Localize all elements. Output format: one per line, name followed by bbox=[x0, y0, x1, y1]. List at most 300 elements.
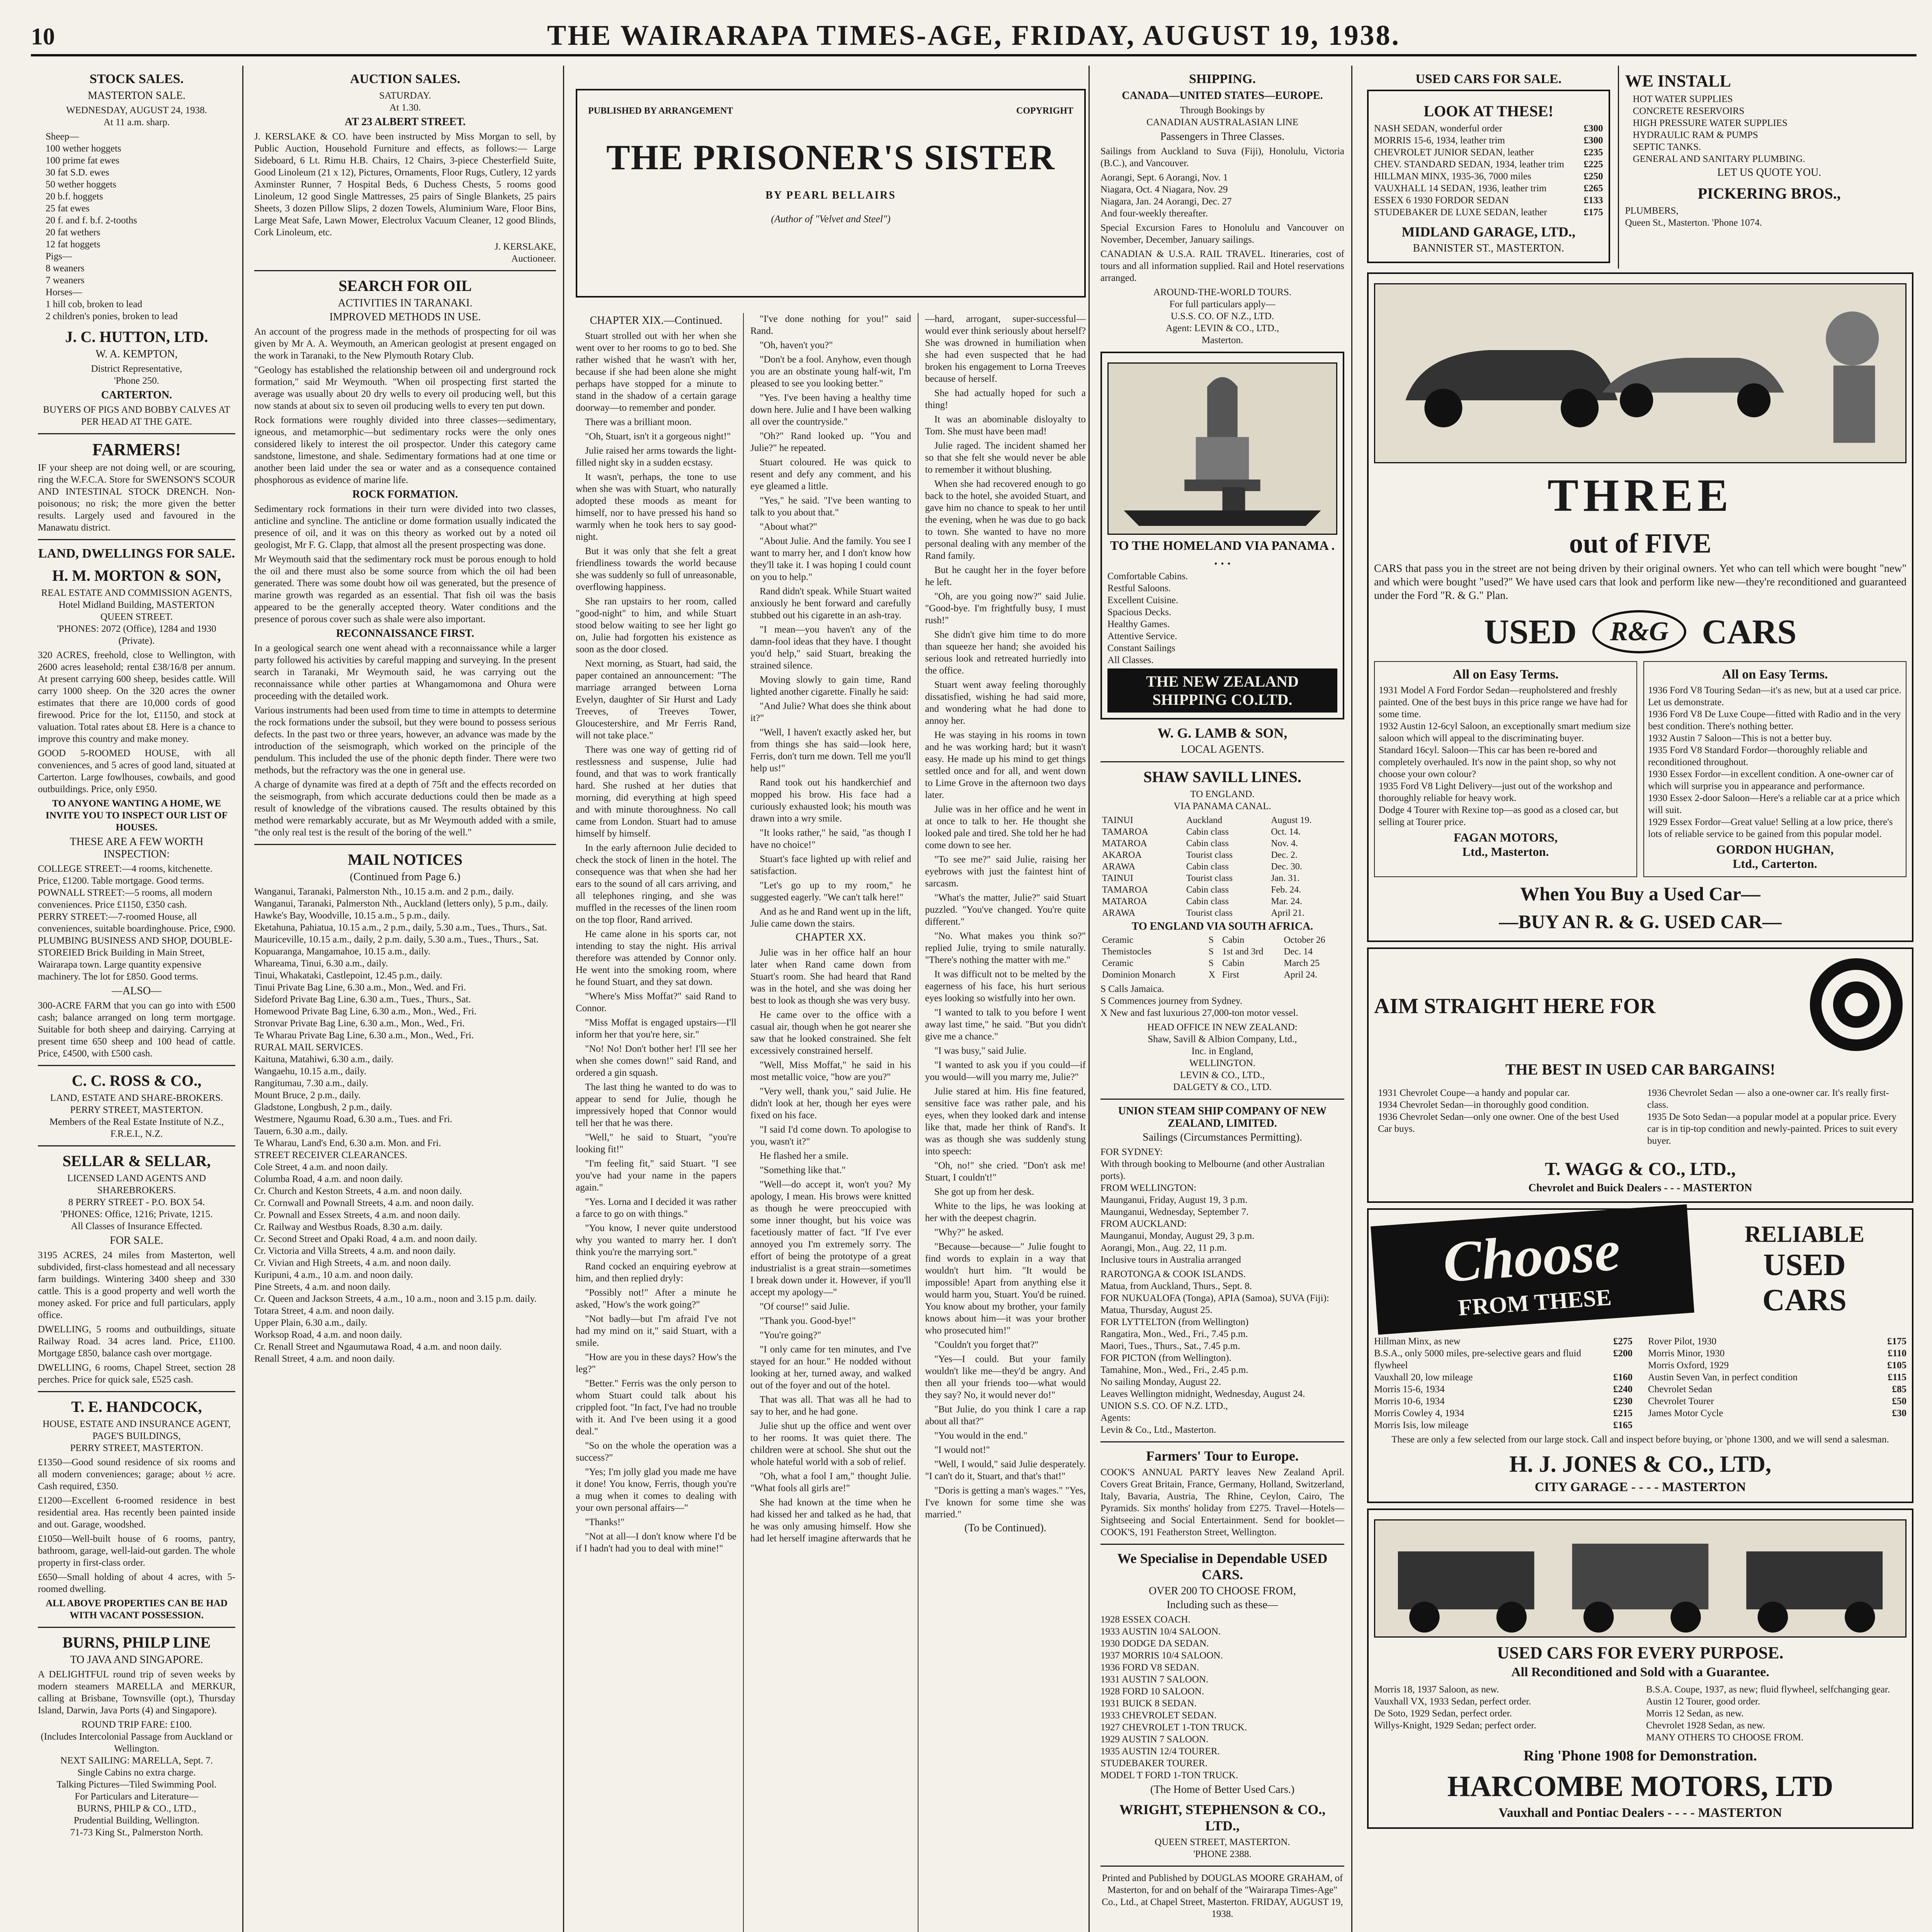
price-item-value: £165 bbox=[1613, 1420, 1633, 1430]
table-cell: Nov. 4. bbox=[1271, 838, 1298, 849]
carterton: CARTERTON. bbox=[101, 389, 172, 401]
story-paragraph: "But Julie, do you think I care a rap about all that?" bbox=[925, 1404, 1086, 1427]
burns-text: A DELIGHTFUL round trip of seven weeks by modern steamers MARELLA and MERKUR, calling at Brisbane, Townsville (opt.), Thursday Island, Darwin, Java Ports (4) and Singapore). bbox=[38, 1669, 235, 1716]
story-paragraph: "Doris is getting a man's wages." "Yes, I've known for some time she was married." bbox=[925, 1485, 1086, 1520]
oil-paragraph: Mr Weymouth said that the sedimentary rock must be porous enough to hold the oil and there must also be some source from which the oil had been generated. There was some doubt how oil was generated, but the presence of marine growth was regarded as an essential. That fish oil was the basis appeared to be the generally accepted theory. Water conditions and the presence of porous cover such as shale were also important. bbox=[254, 554, 556, 624]
table-cell: X bbox=[1208, 970, 1215, 980]
fagan-ad bbox=[1374, 661, 1637, 877]
rg-cars-ad bbox=[1367, 272, 1913, 942]
story-paragraph: "Of course!" said Julie. bbox=[760, 1301, 850, 1312]
masthead bbox=[31, 12, 1917, 56]
price-item-value: £265 bbox=[1583, 183, 1603, 194]
burns-fare: ROUND TRIP FARE: £100. (Includes Intercolonial Passage from Auckland or Wellington. NEXT SAILING: MARELLA, Sept. 7. Single Cabins no extra charge. Talking Pictures—Tiled Swimming Pool. For Particulars and Literature— BURNS, PHILP & CO., LTD., Prudential Building, Wellington. 71-73 King St., Palmerston North. bbox=[41, 1719, 233, 1838]
table-cell: TAMAROA bbox=[1102, 885, 1148, 895]
story-paragraph: Julie was in her office and he went in at once to talk to her. He thought she looked pale and tired. She told her he had come down to see her. bbox=[925, 804, 1086, 850]
cars-illustration bbox=[1374, 283, 1906, 463]
table-cell: TAINUI bbox=[1102, 815, 1133, 825]
price-item-label: Morris 10-6, 1934 bbox=[1374, 1396, 1445, 1406]
harcombe-left: Morris 18, 1937 Saloon, as new. Vauxhall VX, 1933 Sedan, perfect order. De Soto, 1929 Sedan, perfect order. Willys-Knight, 1929 Sedan; perfect order. bbox=[1374, 1684, 1536, 1731]
table-cell: ARAWA bbox=[1102, 908, 1136, 918]
price-item-value: £105 bbox=[1887, 1360, 1906, 1371]
story-paragraph: Julie shut up the office and went over to her rooms. It was quiet there. The children were at school. She shut out the whole hateful world with a sob of relief. bbox=[750, 1421, 911, 1467]
table-cell: Cabin bbox=[1222, 935, 1245, 945]
table-cell: Feb. 24. bbox=[1271, 885, 1301, 895]
harcombe-ad bbox=[1367, 1509, 1913, 1829]
table-cell: 1st and 3rd bbox=[1222, 947, 1264, 957]
story-paragraph: "You would in the end." bbox=[934, 1430, 1027, 1441]
table-cell: Tourist class bbox=[1186, 908, 1233, 918]
ross-heading: C. C. ROSS & CO., bbox=[71, 1072, 202, 1089]
price-item-label: Austin Seven Van, in perfect condition bbox=[1648, 1372, 1798, 1383]
union-heading: UNION STEAM SHIP COMPANY OF NEW ZEALAND, LIMITED. bbox=[1118, 1105, 1327, 1129]
price-item-label: Vauxhall 20, low mileage bbox=[1374, 1372, 1473, 1383]
story-paragraph: That was all. That was all he had to say to her, and he had gone. bbox=[750, 1395, 911, 1417]
house-1350: £1350—Good sound residence of six rooms and all modern conveniences; garage; about ½ acre. Cash required, £350. bbox=[38, 1457, 235, 1492]
story-paragraph: "I wanted to ask you if you could—if you would—will you marry me, Julie?" bbox=[925, 1060, 1086, 1082]
sydney-sailings: FOR SYDNEY: With through booking to Melbourne (and other Australian ports). FROM WELLINGTON: Maunganui, Friday, August 19, 3 p.m. Maunganui, Wednesday, September 7. FROM AUCKLAND: Maunganui, Monday, August 29, 3 p.m. Aorangi, Mon., Aug. 22, 11 p.m. Inclusive tours in Australia arranged bbox=[1100, 1147, 1325, 1265]
burns-heading: BURNS, PHILP LINE bbox=[62, 1634, 211, 1651]
rail-travel: CANADIAN & U.S.A. RAIL TRAVEL. Itineraries, cost of tours and all information supplied. Rail and Hotel reservations arranged. bbox=[1100, 249, 1344, 283]
dwelling-b: DWELLING, 6 rooms, Chapel Street, section 28 perches. Price for quick sale, £525 cash. bbox=[38, 1362, 235, 1385]
used-cars-sale-heading: USED CARS FOR SALE. bbox=[1415, 72, 1562, 86]
story-paragraph: Rand took out his handkerchief and mopped his brow. His face had a curiously exhausted look; his mouth was drawn into a wry smile. bbox=[750, 777, 911, 824]
story-paragraph: He flashed her a smile. bbox=[760, 1151, 849, 1161]
wanting-home: TO ANYONE WANTING A HOME, WE INVITE YOU TO INSPECT OUR LIST OF HOUSES. bbox=[46, 798, 228, 833]
price-item-value: £110 bbox=[1888, 1348, 1906, 1359]
house-1050: £1050—Well-built house of 6 rooms, pantry, bathroom, garage, well-laid-out garden. The whole property in first-class order. bbox=[38, 1534, 235, 1568]
story-paragraph: "I would not!" bbox=[934, 1445, 990, 1455]
morton-heading: H. M. MORTON & SON, bbox=[52, 567, 221, 584]
serial-title-box bbox=[576, 89, 1086, 298]
story-paragraph: There was a brilliant moon. bbox=[585, 417, 692, 427]
column-stock-land bbox=[31, 66, 243, 1932]
story-paragraph: "No! No! Don't bother her! I'll see her when she comes down!" said Rand, and ordered a gin squash. bbox=[576, 1044, 736, 1078]
story-paragraph: "I've done nothing for you!" said Rand. bbox=[750, 314, 911, 336]
reconditioned: All Reconditioned and Sold with a Guarantee. bbox=[1511, 1665, 1769, 1679]
story-paragraph: She didn't give him time to do more than squeeze her hand; she avoided his serious look and retreated hurriedly into the office. bbox=[925, 629, 1086, 676]
story-paragraph: Rand didn't speak. While Stuart waited anxiously he bent forward and carefully stubbed out his cigarette in an ash-tray. bbox=[750, 586, 911, 621]
price-item-label: Morris 15-6, 1934 bbox=[1374, 1384, 1445, 1395]
cars-word: CARS bbox=[1702, 612, 1797, 651]
install-list: HOT WATER SUPPLIES CONCRETE RESERVOIRS HIGH PRESSURE WATER SUPPLIES HYDRAULIC RAM & PUMPS SEPTIC TANKS. GENERAL AND SANITARY PLUMBING. bbox=[1633, 94, 1805, 164]
ship-illustration bbox=[1107, 362, 1337, 535]
lamb-heading: W. G. LAMB & SON, bbox=[1157, 725, 1287, 741]
price-item-label: ESSEX 6 1930 FORDOR SEDAN bbox=[1374, 195, 1509, 206]
table-cell: Tourist class bbox=[1186, 873, 1233, 883]
dwelling-a: DWELLING, 5 rooms and outbuildings, situate Railway Road. 34 acres land. Price, £1100. Mortgage £850, balance cash over mortgage. bbox=[38, 1324, 235, 1359]
we-install: WE INSTALL bbox=[1625, 71, 1731, 90]
hughan-heading: GORDON HUGHAN, Ltd., Carterton. bbox=[1716, 842, 1834, 871]
price-item-value: £85 bbox=[1892, 1384, 1906, 1395]
story-paragraph: "Well, Miss Moffat," he said in his most metallic voice, "how are you?" bbox=[750, 1060, 911, 1082]
story-paragraph: "So on the whole the operation was a success?" bbox=[576, 1440, 736, 1463]
out-of-five: out of FIVE bbox=[1569, 528, 1711, 559]
price-item-label: Rover Pilot, 1930 bbox=[1648, 1336, 1717, 1347]
table-cell: S bbox=[1208, 958, 1214, 968]
table-cell: TAINUI bbox=[1102, 873, 1133, 883]
table-row bbox=[1100, 861, 1344, 872]
price-item-value: £115 bbox=[1888, 1372, 1906, 1383]
every-purpose: USED CARS FOR EVERY PURPOSE. bbox=[1497, 1643, 1784, 1662]
price-item bbox=[1374, 1335, 1633, 1347]
ross-sub: LAND, ESTATE AND SHARE-BROKERS. PERRY STREET, MASTERTON. Members of the Real Estate Institute of N.Z., F.R.E.I., N.Z. bbox=[49, 1093, 224, 1139]
table-cell: March 25 bbox=[1284, 958, 1320, 968]
table-cell: Jan. 31. bbox=[1271, 873, 1300, 883]
to-be-continued: (To be Continued). bbox=[964, 1522, 1046, 1534]
table-cell: Cabin class bbox=[1186, 827, 1229, 837]
oil-heading: SEARCH FOR OIL bbox=[338, 277, 472, 294]
table-row bbox=[1100, 826, 1344, 838]
oil-paragraph: Sedimentary rock formations in their turn were divided into two classes, anticline and syncline. The anticline or dome formation usually indicated the presence of oil, and it was on this theory as worked out by a noted oil geologist, Mr F. G. Clapp, that almost all the present prospecting was done. bbox=[254, 504, 556, 550]
rock-formation-heading: ROCK FORMATION. bbox=[352, 488, 458, 500]
pickering-sub: PLUMBERS, Queen St., Masterton. 'Phone 1074. bbox=[1625, 206, 1762, 228]
story-paragraph: She had actually hoped for such a thing! bbox=[925, 388, 1086, 410]
union-sub: Sailings (Circumstances Permitting). bbox=[1143, 1131, 1302, 1143]
homeland-list: Comfortable Cabins. Restful Saloons. Excellent Cuisine. Spacious Decks. Healthy Games. Attentive Service. Constant Sailings All Classes. bbox=[1107, 571, 1188, 665]
land-dwellings-heading: LAND, DWELLINGS FOR SALE. bbox=[38, 546, 235, 561]
rg-logo: R&G bbox=[1592, 610, 1687, 653]
table-cell: Ceramic bbox=[1102, 935, 1134, 945]
story-paragraph: "You know, I never quite understood why you wanted to marry her. I don't think you're the marrying sort." bbox=[576, 1223, 736, 1257]
best-bargains: THE BEST IN USED CAR BARGAINS! bbox=[1505, 1061, 1776, 1078]
stock-list: Sheep— 100 wether hoggets 100 prime fat ewes 30 fat S.D. ewes 50 wether hoggets 20 b.f. hoggets 25 fat ewes 20 f. and f. b.f. 2-tooths 20 fat wethers 12 fat hoggets Pigs— 8 weaners 7 weaners Horses— 1 hill cob, broken to lead 2 children's ponies, broken to lead bbox=[46, 131, 178, 321]
price-item bbox=[1374, 170, 1603, 182]
price-item-label: CHEVROLET JUNIOR SEDAN, leather bbox=[1374, 147, 1534, 158]
mail-notices-heading: MAIL NOTICES bbox=[348, 851, 463, 868]
when-you-buy: When You Buy a Used Car— bbox=[1520, 883, 1760, 905]
harcombe-right: B.S.A. Coupe, 1937, as new; fluid flywheel, selfchanging gear. Austin 12 Tourer, good order. Morris 12 Sedan, as new. Chevrolet 1928 Sedan, as new. MANY OTHERS TO CHOOSE FROM. bbox=[1646, 1684, 1890, 1743]
table-cell: Dec. 14 bbox=[1284, 947, 1313, 957]
table-cell: Cabin class bbox=[1186, 885, 1229, 895]
table-cell: First bbox=[1222, 970, 1239, 980]
table-cell: Cabin class bbox=[1186, 896, 1229, 906]
hughan-ad bbox=[1643, 661, 1906, 877]
price-item-value: £250 bbox=[1583, 171, 1603, 182]
shaw-savill-heading: SHAW SAVILL LINES. bbox=[1143, 768, 1301, 786]
price-item-value: £300 bbox=[1583, 135, 1603, 146]
oil-paragraph: Rock formations were roughly divided into three classes—sedimentary, igneous, and metamorphic—but sedimentary rocks were the only ones considered likely to interest the oil prospector. Under this category came sandstone, limestone, and shale. Sedimentary formations had at one time or another been laid under the sea or water and as a consequence contained phosphorous as evidence of marine life. bbox=[254, 415, 556, 485]
table-cell: Cabin class bbox=[1186, 838, 1229, 849]
price-item bbox=[1648, 1371, 1906, 1383]
story-paragraph: "Well," he said to Stuart, "you're looking fit!" bbox=[576, 1132, 736, 1155]
reliable: RELIABLE bbox=[1744, 1221, 1865, 1247]
table-row bbox=[1100, 838, 1344, 849]
story-paragraph: Moving slowly to gain time, Rand lighted another cigarette. Finally he said: bbox=[750, 675, 911, 697]
fagan-list: 1931 Model A Ford Fordor Sedan—reupholstered and freshly painted. One of the best buys in this price range we have had for some time. 1932 Austin 12-6cyl Saloon, an exceptionally smart medium size saloon which will appeal to the discriminating buyer. Standard 16cyl. Saloon—This car has been re-bored and completely overhauled. It's now in the paint shop, so why not choose your own colour? 1935 Ford V8 Light Delivery—just out of the workshop and thoroughly reliable for heavy work. Dodge 4 Tourer with Rexine top—as good as a closed car, but selling at Tourer price. bbox=[1379, 685, 1631, 827]
price-item bbox=[1374, 194, 1603, 206]
imprint: Printed and Published by DOUGLAS MOORE GRAHAM, of Masterton, for and on behalf of the "Wairarapa Times-Age" Co., Ltd., at Chapel Street, Masterton. FRIDAY, AUGUST 19, 1938. bbox=[1102, 1873, 1343, 1919]
price-item-value: £175 bbox=[1887, 1336, 1906, 1347]
kempton: W. A. KEMPTON, bbox=[95, 348, 178, 360]
harcombe-sub: Vauxhall and Pontiac Dealers - - - - MASTERTON bbox=[1498, 1806, 1782, 1820]
story-paragraph: He was staying in his rooms in town and he was working hard; but it wasn't easy. He made up his mind to get things settled once and for all, and went down to Lime Grove in the afternoon two days later. bbox=[925, 730, 1086, 800]
dependable-heading: We Specialise in Dependable USED CARS. bbox=[1117, 1551, 1328, 1582]
story-paragraph: "I only came for ten minutes, and I've stayed for an hour." He nodded without looking at her, turned away, and walked out of the foyer and out of the hotel. bbox=[750, 1344, 911, 1391]
story-paragraph: Julie was in her office half an hour later when Rand came down from Stuart's room. She had heard that Rand was in the hotel, and she was doing her best to look as though she was very busy. bbox=[750, 947, 911, 1006]
table-cell: Cabin class bbox=[1186, 862, 1229, 872]
story-paragraph: "Possibly not!" After a minute he asked, "How's the work going?" bbox=[576, 1287, 736, 1310]
table-row bbox=[1100, 907, 1344, 919]
vacant-possession: ALL ABOVE PROPERTIES CAN BE HAD WITH VACANT POSSESSION. bbox=[46, 1598, 228, 1621]
buyers-notice: BUYERS OF PIGS AND BOBBY CALVES AT PER HEAD AT THE GATE. bbox=[43, 405, 230, 427]
price-item bbox=[1374, 1407, 1633, 1419]
story-paragraph: Stuart strolled out with her when she went over to her rooms to go to bed. She rather wished that he wasn't with her, because if she had been alone she might perhaps have stopped for a minute to stand in the shadow of a certain garage doorway—to remember and ponder. bbox=[576, 331, 736, 413]
column-shipping bbox=[1094, 66, 1352, 1932]
table-cell: August 19. bbox=[1271, 815, 1312, 825]
table-cell: MATAROA bbox=[1102, 838, 1147, 849]
wagg-right: 1936 Chevrolet Sedan — also a one-owner car. It's really first-class. 1935 De Soto Sedan—a popular model at a popular price. Every car is in tip-top condition and newly-painted. Prices to suit every buyer. bbox=[1647, 1088, 1898, 1146]
sellar-sub: LICENSED LAND AGENTS AND SHAREBROKERS. 8 PERRY STREET - P.O. BOX 54. 'PHONES: Office, 1216; Private, 1215. All Classes of Insurance Effected. bbox=[60, 1173, 213, 1231]
used-label: USED bbox=[1763, 1248, 1846, 1282]
price-item-value: £230 bbox=[1613, 1396, 1633, 1406]
farmers-tour-heading: Farmers' Tour to Europe. bbox=[1146, 1448, 1299, 1464]
price-item-label: VAUXHALL 14 SEDAN, 1936, leather trim bbox=[1374, 183, 1547, 194]
price-item bbox=[1374, 1419, 1633, 1431]
table-row bbox=[1100, 849, 1344, 861]
ring-phone: Ring 'Phone 1908 for Demonstration. bbox=[1523, 1748, 1757, 1764]
price-item-label: Morris Cowley 4, 1934 bbox=[1374, 1408, 1464, 1418]
column-auction-oil-mail bbox=[247, 66, 564, 1932]
story-paragraph: "Better." Ferris was the only person to whom Stuart could talk about his crippled foot. "In fact, I've had no trouble with it. And I've been using it a good deal." bbox=[576, 1378, 736, 1437]
kerslake-text: J. KERSLAKE & CO. have been instructed by Miss Morgan to sell, by Public Auction, Household Furniture and effects, as follows:— Large Sideboard, 6 Lt. Rimu H.B. Chairs, 12 Chairs, 3-piece Chesterfield Suite, Good Linoleum (21 x 12), Pictures, Ornaments, Floor Rugs, Cutlery, 12 yards Axminster Runner, 7 Hospital Beds, 6 Duchess Chests, 5 rooms good Linoleum, 12 good Single Mattresses, 25 pairs of Single Blankets, 25 pairs Sheets, 3 dozen Pillow Slips, 2 dozen Towels, Aluminium Ware, Floor Bins, Large Meat Safe, Lawn Mower, Electrolux Vacuum Cleaner, 12 good Blinds, Cork Linoleum, etc. bbox=[254, 131, 556, 238]
lamb-sub: LOCAL AGENTS. bbox=[1180, 743, 1264, 755]
worth-inspection: THESE ARE A FEW WORTH INSPECTION: bbox=[70, 836, 204, 860]
house-1200: £1200—Excellent 6-roomed residence in best residential area. Has recently been painted inside and out. Garage, woodshed. bbox=[38, 1495, 235, 1530]
table-cell: S bbox=[1208, 935, 1214, 945]
target-icon bbox=[1806, 954, 1906, 1055]
oil-paragraph: A charge of dynamite was fired at a depth of 75ft and the effects recorded on the seismograph, from which accurate deductions could then be made as a result of knowledge of the vibrations caused. The results obtained by this method were remarkably accurate, but as Mr Weymouth added with a smile, "the only real test is the result of the boring of the well." bbox=[254, 779, 556, 838]
story-paragraph: And as he and Rand went up in the lift, Julie came down the stairs. bbox=[750, 906, 911, 929]
table-row bbox=[1100, 934, 1344, 946]
oil-paragraph: In a geological search one went ahead with a reconnaissance while a larger party followed his activities by careful mapping and surveying. In the present search in Taranaki, Mr Weymouth said, he was carrying out the reconnaissance while other parties at Whangamomona and Ohura were proceeding with the detailed work. bbox=[254, 643, 556, 701]
price-item-label: MORRIS 15-6, 1934, leather trim bbox=[1374, 135, 1505, 146]
story-paragraph: "To see me?" said Julie, raising her eyebrows with just the faintest hint of sarcasm. bbox=[925, 854, 1086, 889]
price-item-value: £235 bbox=[1583, 147, 1603, 158]
story-paragraph: It wasn't, perhaps, the tone to use when she was with Stuart, who naturally adopted these moods as meant for himself, nor to have pressed his hand so warmly when he took hers to say good-night. bbox=[576, 472, 736, 542]
price-item bbox=[1374, 1383, 1633, 1395]
story-paragraph: "Thank you. Good-bye!" bbox=[760, 1316, 856, 1326]
story-paragraph: "Well, I haven't exactly asked her, but from things she has said—look here, Ferris, don't turn me down. Tell me you'll help us!" bbox=[750, 727, 911, 774]
sellar-heading: SELLAR & SELLAR, bbox=[62, 1152, 211, 1170]
price-item-value: £300 bbox=[1583, 123, 1603, 134]
over-200: OVER 200 TO CHOOSE FROM, bbox=[1149, 1585, 1296, 1597]
story-paragraph: "Why?" he asked. bbox=[934, 1227, 1004, 1238]
chapter-heading: CHAPTER XIX.—Continued. bbox=[590, 315, 723, 327]
story-paragraph: "Not at all—I don't know where I'd be if I hadn't had you to deal with mine!" bbox=[576, 1531, 736, 1554]
newspaper-title: THE WAIRARAPA TIMES-AGE, FRIDAY, AUGUST 19, 1938. bbox=[547, 20, 1401, 51]
story-paragraph: "Well—do accept it, won't you? My apology, I mean. His brows were knitted as though he were preoccupied with some inner thought, but his voice was facetiously matter of fact. "If I've ever annoyed you I'm extremely sorry. The effort of being the prototype of a great industrialist is a great strain—sometimes I break down under it. However, if you'll accept my apology—" bbox=[750, 1179, 911, 1298]
story-paragraph: "And Julie? What does she think about it?" bbox=[750, 701, 911, 723]
sailings-table: Aorangi, Sept. 6 Aorangi, Nov. 1 Niagara, Oct. 4 Niagara, Nov. 29 Niagara, Jan. 24 Aorangi, Dec. 27 And four-weekly thereafter. bbox=[1100, 172, 1232, 219]
pickering-heading: PICKERING BROS., bbox=[1697, 185, 1841, 202]
story-paragraph: "Yes. Lorna and I decided it was rather a farce to go on with things." bbox=[576, 1197, 736, 1219]
morton-agents: REAL ESTATE AND COMMISSION AGENTS, Hotel Midland Building, MASTERTON QUEEN STREET. 'PHONES: 2072 (Office), 1284 and 1930 (Private). bbox=[41, 588, 232, 646]
auction-time: SATURDAY. At 1.30. bbox=[379, 90, 431, 113]
price-item bbox=[1648, 1383, 1906, 1395]
table-cell: Tourist class bbox=[1186, 850, 1233, 860]
story-paragraph: "Yes. I've been having a healthy time down here. Julie and I have been walking all over the countryside." bbox=[750, 393, 911, 427]
fagan-heading: FAGAN MOTORS, Ltd., Masterton. bbox=[1453, 830, 1558, 859]
story-paragraph: Stuart went away feeling thoroughly dissatisfied, wishing he had said more, and wondering what he had done to annoy her. bbox=[925, 680, 1086, 726]
story-paragraph: "Oh, are you going now?" said Julie. "Good-bye. I'm frightfully busy, I must rush!" bbox=[925, 591, 1086, 626]
story-paragraph: "How are you in these days? How's the leg?" bbox=[576, 1352, 736, 1374]
table-row bbox=[1100, 969, 1344, 981]
story-paragraph: "Yes—I could. But your family wouldn't like me—they'd be angry. And then all your friends too—what would they say? No, it would never do!" bbox=[925, 1354, 1086, 1400]
burns-sub: TO JAVA AND SINGAPORE. bbox=[70, 1654, 203, 1666]
midland-ad bbox=[1367, 66, 1610, 269]
three-text: CARS that pass you in the street are not being driven by their original owners. Yet who can tell which were bought "new" and which were bought "used?" We have used cars that look and perform like new—they're reconditioned and guaranteed under the Ford "R. & G." Plan. bbox=[1374, 563, 1906, 602]
hutton-heading: J. C. HUTTON, LTD. bbox=[65, 328, 208, 345]
story-paragraph: "Don't be a fool. Anyhow, even though you are an obstinate young half-wit, I'm pleased to see you looking better." bbox=[750, 354, 911, 389]
price-item-label: Chevrolet Tourer bbox=[1648, 1396, 1714, 1406]
story-paragraph: "Something like that." bbox=[760, 1165, 846, 1175]
midland-sub: BANNISTER ST., MASTERTON. bbox=[1413, 242, 1565, 254]
table-row bbox=[1100, 896, 1344, 907]
price-item bbox=[1374, 206, 1603, 218]
story-paragraph: "What's the matter, Julie?" said Stuart puzzled. "You've changed. You're quite different." bbox=[925, 893, 1086, 927]
table-cell: Dec. 2. bbox=[1271, 850, 1298, 860]
table-cell: Cabin bbox=[1222, 958, 1245, 968]
price-item bbox=[1374, 146, 1603, 158]
oil-sub: ACTIVITIES IN TARANAKI. bbox=[338, 297, 473, 309]
wagg-ad bbox=[1367, 947, 1913, 1203]
acres-3195: 3195 ACRES, 24 miles from Masterton, well subdivided, first-class homestead and all necessary farm buildings. Wintering 3400 sheep and 330 cattle. This is a good property and well worth the money asked. For price and full particulars, apply office. bbox=[38, 1250, 235, 1320]
wright-sub: QUEEN STREET, MASTERTON. 'PHONE 2388. bbox=[1155, 1837, 1290, 1859]
hughan-list: 1936 Ford V8 Touring Sedan—it's as new, but at a used car price. Let us demonstrate. 1936 Ford V8 De Luxe Coupe—fitted with Radio and in the very best condition. There's nothing better. 1932 Austin 7 Saloon—This is not a better buy. 1935 Ford V8 Standard Fordor—thoroughly reliable and reconditioned throughout. 1930 Essex Fordor—in excellent condition. A one-owner car of which will surprise you in appearance and performance. 1930 Essex 2-door Saloon—Here's a reliable car at a price which will suit. 1929 Essex Fordor—Great value! Selling at a low price, there's lots of reliable service to be gained from this popular model. bbox=[1648, 685, 1901, 839]
story-paragraph: But he caught her in the foyer before he left. bbox=[925, 565, 1086, 587]
price-item-value: £30 bbox=[1892, 1408, 1906, 1418]
price-item-label: Chevrolet Sedan bbox=[1648, 1384, 1712, 1395]
price-item bbox=[1648, 1347, 1906, 1359]
page-number: 10 bbox=[31, 24, 55, 50]
auction-heading: AUCTION SALES. bbox=[350, 72, 461, 86]
jones-heading: H. J. JONES & CO., LTD, bbox=[1509, 1451, 1771, 1477]
price-item bbox=[1374, 1395, 1633, 1407]
nzsc-banner: THE NEW ZEALAND SHIPPING CO.LTD. bbox=[1107, 668, 1337, 713]
used-word: USED bbox=[1484, 612, 1577, 651]
price-item-value: £50 bbox=[1892, 1396, 1906, 1406]
story-paragraph: "No. What makes you think so?" replied Julie, trying to smile naturally. "There's nothing the matter with me." bbox=[925, 931, 1086, 965]
table-cell: MATAROA bbox=[1102, 896, 1147, 906]
price-item-label: Hillman Minx, as new bbox=[1374, 1336, 1461, 1347]
serial-byline: BY PEARL BELLAIRS bbox=[765, 189, 896, 201]
wagg-heading: T. WAGG & CO., LTD., bbox=[1545, 1159, 1736, 1179]
masterton-sale: MASTERTON SALE. bbox=[88, 90, 185, 102]
handcock-heading: T. E. HANDCOCK, bbox=[71, 1398, 202, 1415]
houses-list: COLLEGE STREET:—4 rooms, kitchenette. Price, £1200. Table mortgage. Good terms. POWNALL STREET:—5 rooms, all modern conveniences. Price £1150, £350 cash. PERRY STREET:—7-roomed House, all conveniences, suitable boardinghouse. Price, £900. PLUMBING BUSINESS AND SHOP, DOUBLE-STOREIED Brick Building in Main Street, Wairarapa town. Large quantity expensive machinery. The lot for £850. Good terms. bbox=[38, 864, 235, 982]
price-item-label: Morris Minor, 1930 bbox=[1648, 1348, 1725, 1359]
farmers-text: IF your sheep are not doing well, or are scouring, ring the W.F.C.A. Store for SWENSON'S SCOUR AND INTESTINAL STOCK DRENCH. Non-poisonous; no risk; the more given the better results. Largely used and favoured in the Manawatu district. bbox=[38, 463, 235, 533]
story-paragraph: Julie stared at him. His fine featured, sensitive face was rather pale, and his eyes, when they looked dark and intense like that, made her think of Rand's. It was as though she was suddenly stung into speech: bbox=[925, 1086, 1086, 1156]
author-note: (Author of "Velvet and Steel") bbox=[771, 213, 891, 224]
farm-300: 300-ACRE FARM that you can go into with £500 cash; balance arranged on long term mortgage. Suitable for both sheep and dairying. Carrying at present time 650 sheep and 100 head of cattle. Price, £4500, with £500 cash. bbox=[38, 1000, 235, 1059]
story-paragraph: Stuart coloured. He was quick to resent and defy any comment, and his eye gleamed a little. bbox=[750, 457, 911, 492]
table-cell: Mar. 24. bbox=[1271, 896, 1302, 906]
table-cell: October 26 bbox=[1284, 935, 1325, 945]
jones-sub: CITY GARAGE - - - - MASTERTON bbox=[1534, 1480, 1746, 1494]
reconnaissance-heading: RECONNAISSANCE FIRST. bbox=[336, 628, 474, 639]
story-paragraph: "I said I'd come down. To apologise to you, wasn't it?" bbox=[750, 1124, 911, 1147]
sailings: Sailings from Auckland to Suva (Fiji), Honolulu, Victoria (B.C.), and Vancouver. bbox=[1100, 146, 1344, 168]
price-item-label: NASH SEDAN, wonderful order bbox=[1374, 123, 1502, 134]
kerslake-signature: J. KERSLAKE, Auctioneer. bbox=[494, 242, 556, 264]
price-item-label: B.S.A., only 5000 miles, pre-selective gears and fluid flywheel bbox=[1374, 1348, 1581, 1371]
house-650: £650—Small holding of about 4 acres, with 5-roomed dwelling. bbox=[38, 1572, 235, 1594]
world-tours: AROUND-THE-WORLD TOURS. For full particulars apply— U.S.S. CO. OF N.Z., LTD. Agent: LEVIN & CO., LTD., Masterton. bbox=[1153, 287, 1292, 345]
sa-notes: S Calls Jamaica. S Commences journey from Sydney. X New and fast luxurious 27,000-ton motor vessel. bbox=[1100, 984, 1298, 1018]
oil-paragraph: "Geology has established the relationship between oil and underground rock formation," said Mr Weymouth. "When oil prospecting first started the average was usually about 20 dry wells to every oil producing well, but this now stands at about six to seven oil producing wells to every ten put down. bbox=[254, 365, 556, 411]
story-paragraph: "I mean—you haven't any of the damn-fool ideas that they have. I thought you'd help," said Stuart, breaking the strained silence. bbox=[750, 624, 911, 671]
aim-heading: AIM STRAIGHT HERE FOR bbox=[1374, 994, 1656, 1018]
island-sailings: RAROTONGA & COOK ISLANDS. Matua, from Auckland, Thurs., Sept. 8. FOR NUKUALOFA (Tonga), APIA (Samoa), SUVA (Fiji): Matua, Thursday, August 25. FOR LYTTELTON (from Wellington) Rangatira, Mon., Wed., Fri., 7.45 p.m. Maori, Tues., Thurs., Sat., 7.45 p.m. FOR PICTON (from Wellington). Tamahine, Mon., Wed., Fri., 2.45 p.m. No sailing Monday, August 22. Leaves Wellington midnight, Wednesday, August 24. UNION S.S. CO. OF N.Z. LTD., Agents: Levin & Co., Ltd., Masterton. bbox=[1100, 1269, 1329, 1435]
price-item-label: James Motor Cycle bbox=[1648, 1408, 1723, 1418]
price-item-value: £215 bbox=[1613, 1408, 1633, 1418]
three-heading: THREE bbox=[1547, 469, 1733, 521]
price-item bbox=[1374, 1371, 1633, 1383]
stock-sales-heading: STOCK SALES. bbox=[89, 72, 184, 86]
england-sailings-table bbox=[1100, 815, 1344, 919]
canada-heading: CANADA—UNITED STATES—EUROPE. bbox=[1122, 90, 1323, 102]
price-item bbox=[1648, 1407, 1906, 1419]
story-paragraph: "Very well, thank you," said Julie. He didn't look at her, though her eyes were fixed on his face. bbox=[750, 1086, 911, 1121]
table-cell: TAMAROA bbox=[1102, 827, 1148, 837]
price-item bbox=[1374, 1347, 1633, 1371]
pickering-ad bbox=[1618, 66, 1913, 269]
table-cell: ARAWA bbox=[1102, 862, 1136, 872]
price-item-value: £175 bbox=[1583, 207, 1603, 218]
story-paragraph: She ran upstairs to her room, called "good-night" to him, and while Stuart stood below waiting to see her light go on, Julie had forgotten his existence as soon as the door closed. bbox=[576, 596, 736, 655]
story-paragraph: Julie raged. The incident shamed her so that she felt she would never be able to remember it without blushing. bbox=[925, 440, 1086, 475]
serial-title: THE PRISONER'S SISTER bbox=[606, 138, 1055, 177]
auction-address: AT 23 ALBERT STREET. bbox=[345, 116, 466, 128]
from-these: FROM THESE bbox=[1457, 1284, 1612, 1321]
price-item-value: £240 bbox=[1613, 1384, 1633, 1395]
story-paragraph: Rand cocked an enquiring eyebrow at him, and then replied dryly: bbox=[576, 1261, 736, 1284]
story-paragraph: He came alone in his sports car, not intending to stay the night. His arrival therefore was attended by Connor only. He went into the smoking room, where he found Stuart, and they sat down. bbox=[576, 929, 736, 987]
cooks-text: COOK'S ANNUAL PARTY leaves New Zealand April. Covers Great Britain, France, Germany, Holland, Switzerland, Italy, Bavaria, Austria, The Rhine, Ceylon, Cairo, The Pyramids. Six months' holiday from £275. Travel—Hotels—Sightseeing and Social Entertainment. Send for booklet—COOK'S, 191 Featherston Street, Wellington. bbox=[1100, 1467, 1344, 1537]
story-paragraph: "Where's Miss Moffat?" said Rand to Connor. bbox=[576, 991, 736, 1014]
story-paragraph: "I was busy," said Julie. bbox=[934, 1046, 1027, 1056]
special-fares: Special Excursion Fares to Honolulu and Vancouver on November, December, January sailings. bbox=[1100, 223, 1344, 245]
price-item-value: £275 bbox=[1613, 1336, 1633, 1347]
story-paragraph: When she had recovered enough to go back to the hotel, she avoided Stuart, and gave him no chance to speak to her until the evening, when he was due to go back to town. She wanted to have no more personal dealing with any member of the Rand family. bbox=[925, 479, 1086, 561]
story-paragraph: "Let's go up to my room," he suggested eagerly. "We can't talk here!" bbox=[750, 880, 911, 903]
south-africa: TO ENGLAND VIA SOUTH AFRICA. bbox=[1131, 920, 1313, 932]
chapter-heading: CHAPTER XX. bbox=[795, 931, 866, 943]
head-office: HEAD OFFICE IN NEW ZEALAND: Shaw, Savill & Albion Company, Ltd., Inc. in England, WELLINGTON. LEVIN & CO., LTD., DALGETY & CO., LTD. bbox=[1147, 1022, 1298, 1092]
to-england: TO ENGLAND. VIA PANAMA CANAL. bbox=[1173, 789, 1271, 811]
sale-date: WEDNESDAY, AUGUST 24, 1938. At 11 a.m. sharp. bbox=[66, 105, 207, 128]
wagg-left: 1931 Chevrolet Coupe—a handy and popular car. 1934 Chevrolet Sedan—in thoroughly good condition. 1936 Chevrolet Sedan—only one owner. One of the best Used Car buys. bbox=[1378, 1088, 1619, 1134]
story-paragraph: "Thanks!" bbox=[585, 1517, 625, 1527]
story-paragraph: "I wanted to talk to you before I went away last time," he said. "But you didn't give me a chance." bbox=[925, 1007, 1086, 1042]
story-paragraph: The last thing he wanted to do was to appear to send for Julie, though he impressively hoped that Connor would tell her that he was there. bbox=[576, 1082, 736, 1128]
table-cell: Ceramic bbox=[1102, 958, 1134, 968]
table-row bbox=[1100, 957, 1344, 969]
price-item bbox=[1374, 122, 1603, 134]
including: Including such as these— bbox=[1167, 1599, 1278, 1611]
handcock-sub: HOUSE, ESTATE AND INSURANCE AGENT, PAGE'S BUILDINGS, PERRY STREET, MASTERTON. bbox=[43, 1419, 231, 1453]
land-320-acres: 320 ACRES, freehold, close to Wellington, with 2600 acres leasehold; rental £38/16/8 per annum. At present carrying 600 sheep, besides cattle. Will carry 1000 sheep. On the 320 acres the owner estimates that there are 10,000 cords of good firewood. Price for the lot, £1150, and stock at valuation. Total rates about £8. Here is a chance to improve this country and make money. bbox=[38, 650, 235, 744]
for-sale: FOR SALE. bbox=[110, 1235, 163, 1247]
story-paragraph: He came over to the office with a casual air, though when he got nearer she saw that he looked constrained. She felt excessively constrained herself. bbox=[750, 1010, 911, 1056]
price-item-value: £133 bbox=[1583, 195, 1603, 206]
price-item bbox=[1648, 1335, 1906, 1347]
column-used-cars bbox=[1360, 66, 1920, 1932]
easy-terms: All on Easy Terms. bbox=[1722, 667, 1828, 682]
price-item bbox=[1648, 1395, 1906, 1407]
price-item-value: £160 bbox=[1613, 1372, 1633, 1383]
